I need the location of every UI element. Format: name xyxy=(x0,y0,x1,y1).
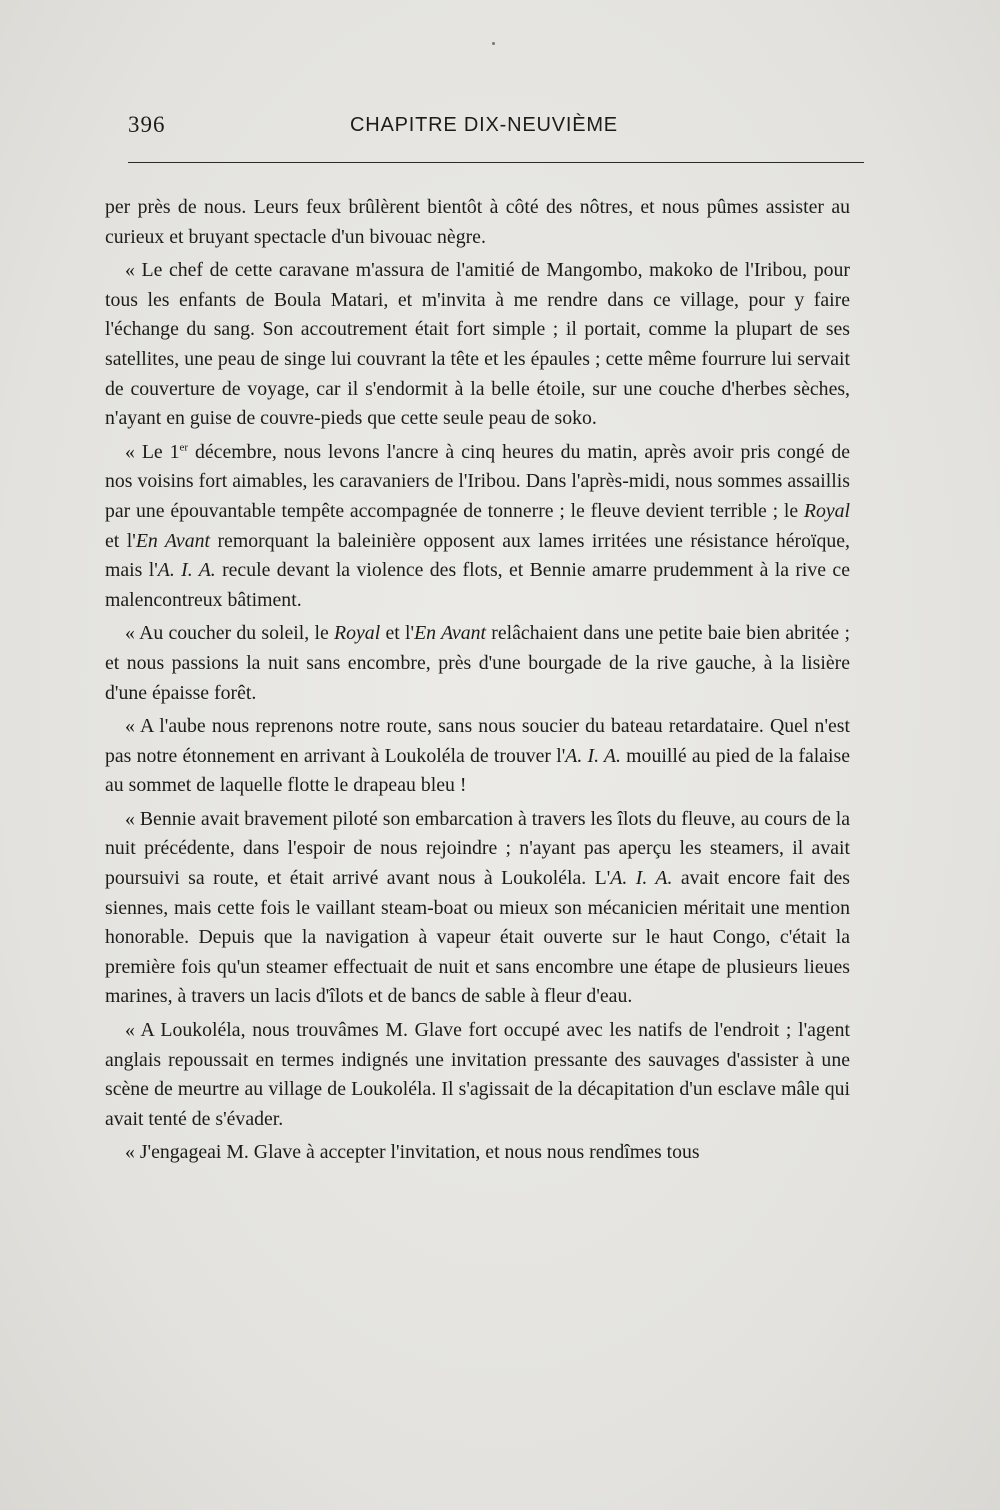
paragraph xyxy=(105,1016,850,1134)
paragraph xyxy=(105,193,850,252)
superscript-text: er xyxy=(179,441,189,454)
text-run: « J'engageai M. Glave à accepter l'invitation, et nous nous rendîmes tous xyxy=(125,1141,700,1164)
paragraph xyxy=(105,256,850,434)
text-run: per près de nous. Leurs feux brûlèrent bientôt à côté des nôtres, et nous pûmes assister au curieux et bruyant spectacle d'un bivouac nègre. xyxy=(105,196,850,248)
italic-text: En Avant xyxy=(414,622,486,645)
paper-speck xyxy=(492,42,495,45)
text-run: mouillé au pied de la falaise au sommet de laquelle flotte le drapeau bleu ! xyxy=(105,744,850,797)
paragraph xyxy=(105,1138,850,1168)
page-header xyxy=(128,112,868,144)
text-run: relâchaient dans une petite baie bien abritée ; et nous passions la nuit sans encombre, près d'une bourgade de la rive gauche, à la lisière d'une épaisse forêt. xyxy=(105,622,850,704)
text-run: « Le chef de cette caravane m'assura de l'amitié de Mangombo, makoko de l'Iribou, pour tous les enfants de Boula Matari, et m'invita à me rendre dans ce village, pour y faire l'échange du sang. Son accoutrement était fort simple ; il portait, comme la plupart de ses satellites, une peau de singe lui couvrant la tête et les épaules ; cette même fourrure lui servait de couverture de voyage, car il s'endormit à la belle étoile, sur une couche d'herbes sèches, n'ayant en guise de couvre-pieds que cette seule peau de soko. xyxy=(105,259,850,430)
text-run: et l' xyxy=(380,622,415,645)
header-rule xyxy=(128,162,864,163)
italic-text: En Avant xyxy=(135,529,210,552)
paragraph xyxy=(105,712,850,801)
text-run: « A Loukoléla, nous trouvâmes M. Glave fort occupé avec les natifs de l'endroit ; l'agent anglais repoussait en termes indignés une invitation pressante des sauvages d'assister à une scène de meurtre au village de Loukoléla. Il s'agissait de la décapitation d'un esclave mâle qui avait tenté de s'évader. xyxy=(105,1019,850,1130)
italic-text: A. I. A. xyxy=(157,559,216,582)
text-run: décembre, nous levons l'ancre à cinq heures du matin, après avoir pris congé de nos voisins fort aimables, les caravaniers de l'Iribou. Dans l'après-midi, nous sommes assaillis par une épouvantable tempête accompagnée de tonnerre ; le fleuve devient terrible ; le xyxy=(105,440,850,522)
text-run: « A l'aube nous reprenons notre route, sans nous soucier du bateau retardataire. Quel n'est pas notre étonnement en arrivant à Loukoléla de trouver l' xyxy=(105,715,850,767)
paragraph xyxy=(105,438,850,616)
text-run: « Le 1 xyxy=(125,440,180,463)
italic-text: A. I. A. xyxy=(565,744,621,767)
italic-text: Royal xyxy=(334,622,381,645)
text-run: remorquant la baleinière opposent aux lames irritées une résistance héroïque, mais l' xyxy=(105,529,850,582)
italic-text: A. I. A. xyxy=(610,867,673,890)
page-number: 396 xyxy=(128,112,166,137)
text-run: « Au coucher du soleil, le xyxy=(125,622,335,645)
text-run: et l' xyxy=(105,529,136,552)
text-run: avait encore fait des siennes, mais cette fois le vaillant steam-boat ou mieux son mécanicien méritait une mention honorable. Depuis que la navigation à vapeur était ouverte sur le haut Congo, c'était la première fois qu'un steamer effectuait de nuit et sans encombre une étape de plusieurs lieues marines, à travers un lacis d'îlots et de bancs de sable à fleur d'eau. xyxy=(105,867,850,1008)
body-text xyxy=(105,193,850,1168)
running-title: CHAPITRE DIX-NEUVIÈME xyxy=(350,114,618,136)
paragraph xyxy=(105,805,850,1012)
text-run: recule devant la violence des flots, et Bennie amarre prudemment à la rive ce malencontreux bâtiment. xyxy=(105,559,850,611)
italic-text: Royal xyxy=(803,499,850,522)
text-run: « Bennie avait bravement piloté son embarcation à travers les îlots du fleuve, au cours de la nuit précédente, dans l'espoir de nous rejoindre ; n'ayant pas aperçu les steamers, il avait poursuivi sa route, et était arrivé avant nous à Loukoléla. L' xyxy=(105,807,850,890)
paragraph xyxy=(105,619,850,708)
